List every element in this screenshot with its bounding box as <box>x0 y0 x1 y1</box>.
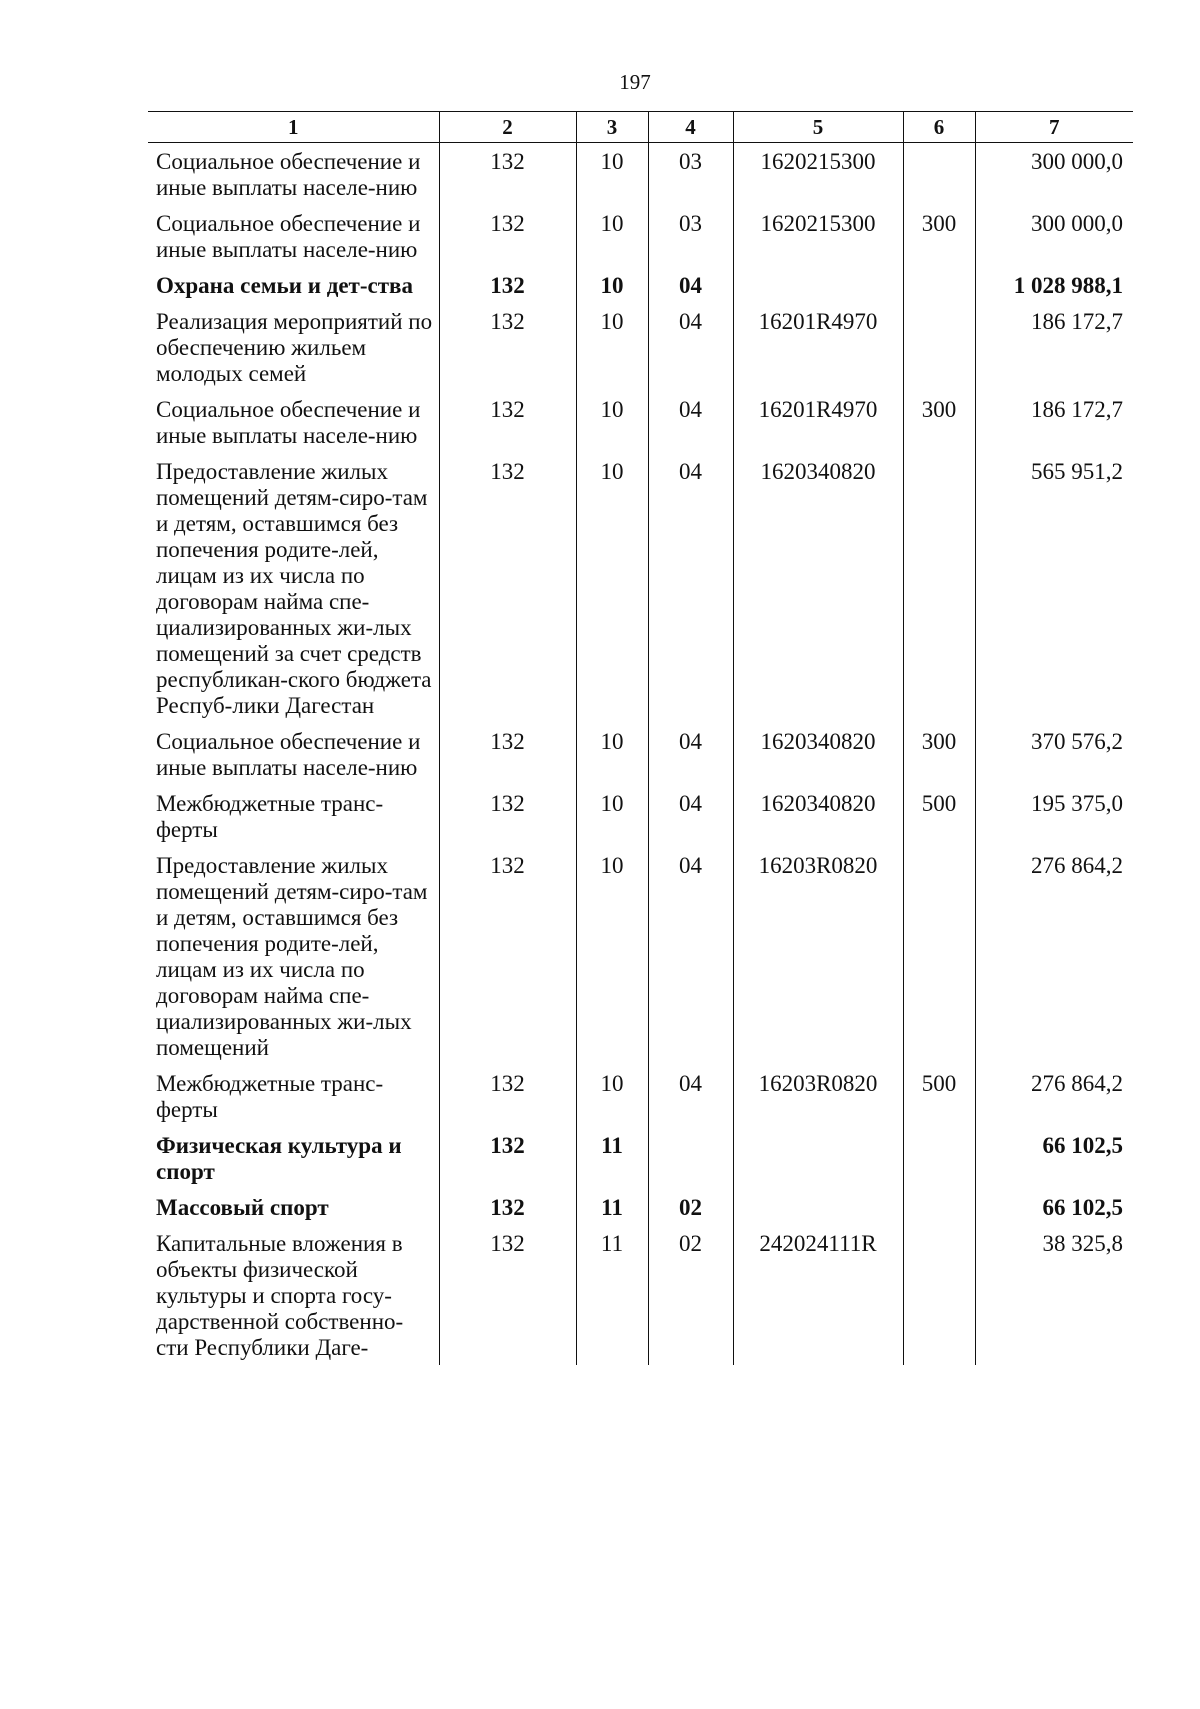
subsection-cell: 04 <box>648 391 733 453</box>
row-name-cell: Предоставление жилых помещений детям-сиро-там и детям, оставшимся без попечения родите-лей, лицам из их числа по договорам найма спе-циализированных жи-лых помещений за счет средств республикан-ского бюджета Респуб-лики Дагестан <box>156 459 432 718</box>
table-row <box>148 391 1133 453</box>
ministry-code-cell: 132 <box>439 1065 576 1127</box>
amount-cell: 66 102,5 <box>975 1189 1133 1225</box>
section-cell: 10 <box>576 205 648 267</box>
subsection-cell: 03 <box>648 205 733 267</box>
table-row <box>148 1225 1133 1365</box>
target-article-cell: 16201R4970 <box>733 391 903 453</box>
subsection-cell: 02 <box>648 1189 733 1225</box>
table-body <box>148 143 1133 1366</box>
amount-cell: 300 000,0 <box>975 143 1133 206</box>
target-article-cell: 16201R4970 <box>733 303 903 391</box>
amount-cell: 276 864,2 <box>975 847 1133 1065</box>
subsection-cell <box>648 1127 733 1189</box>
table-row <box>148 143 1133 206</box>
target-article-cell: 16203R0820 <box>733 1065 903 1127</box>
expense-type-cell: 500 <box>903 785 975 847</box>
target-article-cell: 1620340820 <box>733 785 903 847</box>
amount-cell: 370 576,2 <box>975 723 1133 785</box>
subsection-cell: 03 <box>648 143 733 206</box>
table-row <box>148 453 1133 723</box>
table-header-row <box>148 112 1133 143</box>
ministry-code-cell: 132 <box>439 1127 576 1189</box>
section-cell: 10 <box>576 847 648 1065</box>
section-cell: 11 <box>576 1127 648 1189</box>
section-cell: 10 <box>576 453 648 723</box>
expense-type-cell: 300 <box>903 391 975 453</box>
target-article-cell: 1620340820 <box>733 723 903 785</box>
row-name-cell: Социальное обеспечение и иные выплаты населе-нию <box>156 149 421 200</box>
target-article-cell: 1620215300 <box>733 205 903 267</box>
row-name-cell: Социальное обеспечение и иные выплаты населе-нию <box>156 397 421 448</box>
row-name-cell: Социальное обеспечение и иные выплаты населе-нию <box>156 729 421 780</box>
section-cell: 10 <box>576 303 648 391</box>
ministry-code-cell: 132 <box>439 723 576 785</box>
ministry-code-cell: 132 <box>439 1225 576 1365</box>
row-name-cell: Физическая культура и спорт <box>156 1133 402 1184</box>
ministry-code-cell: 132 <box>439 453 576 723</box>
column-header-5: 5 <box>733 112 903 143</box>
section-cell: 10 <box>576 723 648 785</box>
page-number: 197 <box>619 70 651 94</box>
expense-type-cell <box>903 1225 975 1365</box>
budget-table <box>148 111 1133 1365</box>
table-row <box>148 785 1133 847</box>
table-row <box>148 267 1133 303</box>
ministry-code-cell: 132 <box>439 267 576 303</box>
subsection-cell: 04 <box>648 303 733 391</box>
section-cell: 11 <box>576 1189 648 1225</box>
target-article-cell <box>733 1127 903 1189</box>
expense-type-cell <box>903 847 975 1065</box>
table-row <box>148 303 1133 391</box>
section-cell: 11 <box>576 1225 648 1365</box>
ministry-code-cell: 132 <box>439 303 576 391</box>
amount-cell: 38 325,8 <box>975 1225 1133 1365</box>
row-name-cell: Капитальные вложения в объекты физической культуры и спорта госу-дарственной собственно-сти Республики Даге- <box>156 1231 404 1360</box>
subsection-cell: 04 <box>648 785 733 847</box>
amount-cell: 565 951,2 <box>975 453 1133 723</box>
row-name-cell: Межбюджетные транс-ферты <box>156 791 384 842</box>
column-header-7: 7 <box>975 112 1133 143</box>
expense-type-cell <box>903 143 975 206</box>
subsection-cell: 02 <box>648 1225 733 1365</box>
row-name-cell: Социальное обеспечение и иные выплаты населе-нию <box>156 211 421 262</box>
amount-cell: 195 375,0 <box>975 785 1133 847</box>
ministry-code-cell: 132 <box>439 143 576 206</box>
subsection-cell: 04 <box>648 847 733 1065</box>
table-row <box>148 1189 1133 1225</box>
expense-type-cell <box>903 1127 975 1189</box>
target-article-cell <box>733 267 903 303</box>
target-article-cell: 1620215300 <box>733 143 903 206</box>
row-name-cell: Охрана семьи и дет-ства <box>156 273 413 298</box>
ministry-code-cell: 132 <box>439 205 576 267</box>
target-article-cell <box>733 1189 903 1225</box>
section-cell: 10 <box>576 785 648 847</box>
amount-cell: 1 028 988,1 <box>975 267 1133 303</box>
amount-cell: 186 172,7 <box>975 303 1133 391</box>
expense-type-cell: 300 <box>903 723 975 785</box>
target-article-cell: 16203R0820 <box>733 847 903 1065</box>
table-row <box>148 847 1133 1065</box>
target-article-cell: 1620340820 <box>733 453 903 723</box>
row-name-cell: Межбюджетные транс-ферты <box>156 1071 384 1122</box>
table-row <box>148 723 1133 785</box>
target-article-cell: 242024111R <box>733 1225 903 1365</box>
table-row <box>148 205 1133 267</box>
subsection-cell: 04 <box>648 267 733 303</box>
column-header-2: 2 <box>439 112 576 143</box>
column-header-6: 6 <box>903 112 975 143</box>
section-cell: 10 <box>576 267 648 303</box>
expense-type-cell <box>903 453 975 723</box>
ministry-code-cell: 132 <box>439 1189 576 1225</box>
amount-cell: 300 000,0 <box>975 205 1133 267</box>
subsection-cell: 04 <box>648 723 733 785</box>
ministry-code-cell: 132 <box>439 391 576 453</box>
row-name-cell: Массовый спорт <box>156 1195 329 1220</box>
row-name-cell: Предоставление жилых помещений детям-сиро-там и детям, оставшимся без попечения родите-лей, лицам из их числа по договорам найма спе-циализированных жи-лых помещений <box>156 853 428 1060</box>
column-header-1: 1 <box>148 112 439 143</box>
amount-cell: 276 864,2 <box>975 1065 1133 1127</box>
amount-cell: 186 172,7 <box>975 391 1133 453</box>
section-cell: 10 <box>576 1065 648 1127</box>
row-name-cell: Реализация мероприятий по обеспечению жильем молодых семей <box>156 309 433 386</box>
expense-type-cell <box>903 1189 975 1225</box>
expense-type-cell: 300 <box>903 205 975 267</box>
ministry-code-cell: 132 <box>439 847 576 1065</box>
section-cell: 10 <box>576 143 648 206</box>
table-row <box>148 1065 1133 1127</box>
expense-type-cell <box>903 267 975 303</box>
section-cell: 10 <box>576 391 648 453</box>
ministry-code-cell: 132 <box>439 785 576 847</box>
amount-cell: 66 102,5 <box>975 1127 1133 1189</box>
column-header-4: 4 <box>648 112 733 143</box>
expense-type-cell <box>903 303 975 391</box>
expense-type-cell: 500 <box>903 1065 975 1127</box>
table-row <box>148 1127 1133 1189</box>
column-header-3: 3 <box>576 112 648 143</box>
subsection-cell: 04 <box>648 453 733 723</box>
subsection-cell: 04 <box>648 1065 733 1127</box>
